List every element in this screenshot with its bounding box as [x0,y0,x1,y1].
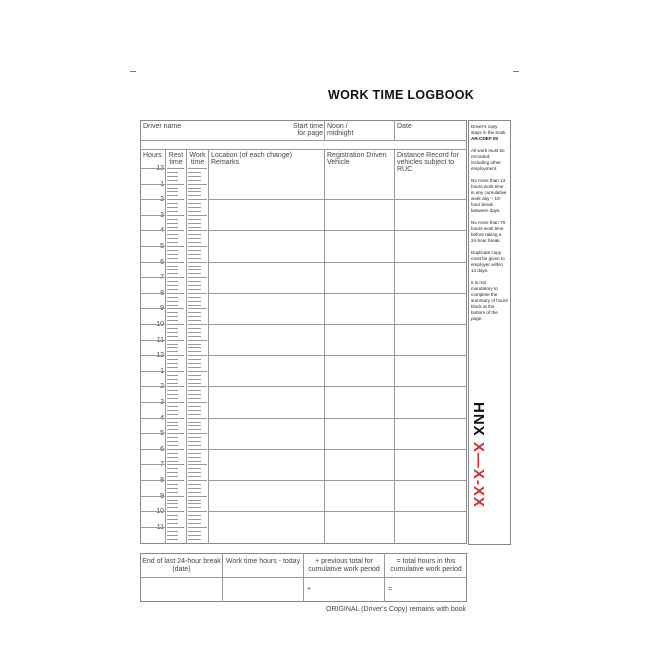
quarter-hour-tick[interactable] [188,429,201,430]
quarter-hour-tick[interactable] [167,289,178,290]
quarter-hour-tick[interactable] [167,472,178,473]
hour-label: 12 [152,165,164,172]
quarter-hour-tick[interactable] [167,445,178,446]
quarter-hour-tick[interactable] [167,457,178,458]
hours-header: Hours [143,152,162,159]
hour-label: 2 [152,196,164,203]
quarter-hour-tick[interactable] [188,281,201,282]
quarter-hour-tick[interactable] [167,223,178,224]
quarter-hour-tick[interactable] [188,203,201,204]
brand-logo: HNX [470,402,487,437]
quarter-hour-tick[interactable] [188,250,201,251]
quarter-hour-tick[interactable] [188,488,201,489]
quarter-hour-tick[interactable] [167,351,178,352]
quarter-hour-tick[interactable] [167,422,178,423]
quarter-hour-tick[interactable] [188,266,201,267]
quarter-hour-tick[interactable] [167,180,178,181]
hour-label: 6 [152,446,164,453]
note: Duplicate copy must be given to employer within 14 days. [471,250,505,273]
quarter-hour-tick[interactable] [167,269,178,270]
quarter-hour-tick[interactable] [188,320,201,321]
quarter-hour-tick[interactable] [188,242,201,243]
quarter-hour-tick[interactable] [188,168,207,169]
hour-label: 4 [152,227,164,234]
quarter-hour-tick[interactable] [167,531,178,532]
crop-mark [513,71,519,72]
quarter-hour-tick[interactable] [188,199,207,200]
hour-label: 8 [152,477,164,484]
quarter-hour-tick[interactable] [167,191,178,192]
quarter-hour-tick[interactable] [188,207,201,208]
quarter-hour-tick[interactable] [167,199,184,200]
quarter-hour-tick[interactable] [188,461,201,462]
quarter-hour-tick[interactable] [167,402,184,403]
quarter-hour-tick[interactable] [167,433,184,434]
quarter-hour-tick[interactable] [167,464,184,465]
quarter-hour-tick[interactable] [167,242,178,243]
quarter-hour-tick[interactable] [167,437,178,438]
quarter-hour-tick[interactable] [167,367,178,368]
quarter-hour-tick[interactable] [167,332,178,333]
hour-label: 10 [152,321,164,328]
quarter-hour-tick[interactable] [188,449,207,450]
quarter-hour-tick[interactable] [188,472,201,473]
quarter-hour-tick[interactable] [167,539,178,540]
hour-label: 3 [152,212,164,219]
quarter-hour-tick[interactable] [188,398,201,399]
footer-note: ORIGINAL (Driver's Copy) remains with book [326,606,466,613]
driver-name-label: Driver name [143,123,182,130]
quarter-hour-tick[interactable] [167,215,184,216]
quarter-hour-tick[interactable] [188,480,207,481]
hour-label: 5 [152,243,164,250]
quarter-hour-tick[interactable] [188,188,201,189]
quarter-hour-tick[interactable] [167,429,178,430]
entry-row-line [208,418,467,419]
book-id [470,402,487,508]
quarter-hour-tick[interactable] [167,281,178,282]
hour-label: 11 [152,524,164,531]
quarter-hour-tick[interactable] [188,531,201,532]
entry-row-line [208,449,467,450]
quarter-hour-tick[interactable] [188,425,201,426]
quarter-hour-tick[interactable] [188,535,201,536]
entry-row-line [208,324,467,325]
distance-header: Distance Record for vehicles subject to RUC [397,152,459,173]
quarter-hour-tick[interactable] [188,468,201,469]
rest-header: Rest time [168,152,184,166]
quarter-hour-tick[interactable] [167,398,178,399]
quarter-hour-tick[interactable] [167,503,178,504]
quarter-hour-tick[interactable] [188,269,201,270]
quarter-hour-tick[interactable] [188,437,201,438]
entry-row-line [208,199,467,200]
entry-row-line [208,262,467,263]
quarter-hour-tick[interactable] [167,500,178,501]
quarter-hour-tick[interactable] [188,238,201,239]
end-last-break-header: End of last 24-hour break (date) [142,558,221,573]
quarter-hour-tick[interactable] [167,519,178,520]
quarter-hour-tick[interactable] [188,195,201,196]
noon-midnight-field[interactable]: Noon / midnight [327,123,354,137]
quarter-hour-tick[interactable] [188,402,207,403]
quarter-hour-tick[interactable] [188,367,201,368]
quarter-hour-tick[interactable] [188,215,207,216]
quarter-hour-tick[interactable] [167,484,178,485]
note: Driver's copy stays in the book. [471,124,507,135]
page-title: WORK TIME LOGBOOK [328,88,475,102]
quarter-hour-tick[interactable] [167,176,178,177]
quarter-hour-tick[interactable] [167,461,178,462]
crop-mark [130,71,136,72]
quarter-hour-tick[interactable] [188,371,207,372]
entry-row-line [208,480,467,481]
quarter-hour-tick[interactable] [167,453,178,454]
hour-label: 6 [152,259,164,266]
quarter-hour-tick[interactable] [188,441,201,442]
quarter-hour-tick[interactable] [167,488,178,489]
quarter-hour-tick[interactable] [188,539,201,540]
hour-label: 7 [152,461,164,468]
quarter-hour-tick[interactable] [188,301,201,302]
location-header: Location (of each change) Remarks [211,152,292,166]
quarter-hour-tick[interactable] [167,347,178,348]
quarter-hour-tick[interactable] [167,394,178,395]
quarter-hour-tick[interactable] [188,500,201,501]
quarter-hour-tick[interactable] [167,355,184,356]
quarter-hour-tick[interactable] [167,266,178,267]
quarter-hour-tick[interactable] [167,523,178,524]
hour-label: 3 [152,399,164,406]
quarter-hour-tick[interactable] [188,172,201,173]
note: No more than 13 hours work time in any cumulative work day – 10-hour break between days. [471,178,507,213]
quarter-hour-tick[interactable] [188,503,201,504]
quarter-hour-tick[interactable] [188,312,201,313]
quarter-hour-tick[interactable] [167,383,178,384]
quarter-hour-tick[interactable] [188,297,201,298]
quarter-hour-tick[interactable] [188,390,201,391]
quarter-hour-tick[interactable] [167,258,178,259]
quarter-hour-tick[interactable] [188,344,201,345]
quarter-hour-tick[interactable] [167,511,184,512]
quarter-hour-tick[interactable] [167,312,178,313]
hour-label: 4 [152,415,164,422]
quarter-hour-tick[interactable] [188,363,201,364]
quarter-hour-tick[interactable] [167,496,184,497]
quarter-hour-tick[interactable] [167,246,184,247]
quarter-hour-tick[interactable] [188,184,207,185]
quarter-hour-tick[interactable] [188,176,201,177]
quarter-hour-tick[interactable] [188,492,201,493]
hour-label: 5 [152,430,164,437]
quarter-hour-tick[interactable] [188,328,201,329]
quarter-hour-tick[interactable] [188,347,201,348]
entry-row-line [208,293,467,294]
quarter-hour-tick[interactable] [167,418,184,419]
quarter-hour-tick[interactable] [167,527,184,528]
quarter-hour-tick[interactable] [167,285,178,286]
quarter-hour-tick[interactable] [188,305,201,306]
quarter-hour-tick[interactable] [167,476,178,477]
hour-label: 10 [152,508,164,515]
quarter-hour-tick[interactable] [188,223,201,224]
quarter-hour-tick[interactable] [188,406,201,407]
note: It is not mandatory to complete the summary of hours block at the bottom of the page. [471,280,508,321]
quarter-hour-tick[interactable] [188,476,201,477]
equals-sign: = [388,586,393,593]
quarter-hour-tick[interactable] [167,359,178,360]
entry-row-line [208,230,467,231]
hour-label: 8 [152,290,164,297]
entry-row-line [208,386,467,387]
quarter-hour-tick[interactable] [188,336,201,337]
quarter-hour-tick[interactable] [167,515,178,516]
quarter-hour-tick[interactable] [188,527,207,528]
quarter-hour-tick[interactable] [167,379,178,380]
quarter-hour-tick[interactable] [188,507,201,508]
quarter-hour-tick[interactable] [167,188,178,189]
quarter-hour-tick[interactable] [188,484,201,485]
quarter-hour-tick[interactable] [188,277,207,278]
quarter-hour-tick[interactable] [188,394,201,395]
quarter-hour-tick[interactable] [188,227,201,228]
note: No more than 70 hours work time before taking a 24-hour break. [471,220,506,243]
quarter-hour-tick[interactable] [188,351,201,352]
quarter-hour-tick[interactable] [167,449,184,450]
quarter-hour-tick[interactable] [167,219,178,220]
quarter-hour-tick[interactable] [188,410,201,411]
hour-label: 7 [152,274,164,281]
quarter-hour-tick[interactable] [167,414,178,415]
quarter-hour-tick[interactable] [188,254,201,255]
quarter-hour-tick[interactable] [188,355,207,356]
quarter-hour-tick[interactable] [188,285,201,286]
quarter-hour-tick[interactable] [167,535,178,536]
quarter-hour-tick[interactable] [167,230,184,231]
quarter-hour-tick[interactable] [167,468,178,469]
quarter-hour-tick[interactable] [188,433,207,434]
hour-label: 9 [152,493,164,500]
quarter-hour-tick[interactable] [167,308,184,309]
quarter-hour-tick[interactable] [167,320,178,321]
quarter-hour-tick[interactable] [167,371,184,372]
note: All work must be recorded, including other employment. [471,148,505,171]
quarter-hour-tick[interactable] [167,441,178,442]
quarter-hour-tick[interactable] [167,406,178,407]
quarter-hour-tick[interactable] [167,207,178,208]
hour-label: 1 [152,181,164,188]
quarter-hour-tick[interactable] [167,211,178,212]
quarter-hour-tick[interactable] [188,273,201,274]
quarter-hour-tick[interactable] [188,383,201,384]
quarter-hour-tick[interactable] [188,445,201,446]
quarter-hour-tick[interactable] [188,289,201,290]
quarter-hour-tick[interactable] [167,254,178,255]
quarter-hour-tick[interactable] [188,211,201,212]
quarter-hour-tick[interactable] [188,519,201,520]
quarter-hour-tick[interactable] [167,390,178,391]
quarter-hour-tick[interactable] [167,168,184,169]
quarter-hour-tick[interactable] [188,359,201,360]
quarter-hour-tick[interactable] [188,418,207,419]
date-field[interactable]: Date [397,123,412,130]
hour-label: 9 [152,305,164,312]
entry-row-line [208,511,467,512]
quarter-hour-tick[interactable] [188,422,201,423]
quarter-hour-tick[interactable] [188,180,201,181]
quarter-hour-tick[interactable] [167,425,178,426]
quarter-hour-tick[interactable] [188,340,207,341]
quarter-hour-tick[interactable] [188,324,207,325]
quarter-hour-tick[interactable] [188,414,201,415]
quarter-hour-tick[interactable] [167,234,178,235]
serial-number: X—X-XX [470,441,487,508]
quarter-hour-tick[interactable] [167,324,184,325]
work-header: Work time [189,152,206,166]
quarter-hour-tick[interactable] [167,297,178,298]
quarter-hour-tick[interactable] [167,195,178,196]
quarter-hour-tick[interactable] [167,203,178,204]
quarter-hour-tick[interactable] [167,386,184,387]
quarter-hour-tick[interactable] [188,464,207,465]
quarter-hour-tick[interactable] [167,172,178,173]
quarter-hour-tick[interactable] [167,316,178,317]
quarter-hour-tick[interactable] [188,496,207,497]
quarter-hour-tick[interactable] [188,511,207,512]
quarter-hour-tick[interactable] [167,277,184,278]
quarter-hour-tick[interactable] [188,258,201,259]
quarter-hour-tick[interactable] [167,250,178,251]
quarter-hour-tick[interactable] [167,273,178,274]
total-hours-header: = total hours in this cumulative work period [390,558,462,573]
hour-label: 2 [152,383,164,390]
work-today-header: Work time hours - today [225,558,301,565]
previous-total-header: + previous total for cumulative work period [308,558,380,573]
quarter-hour-tick[interactable] [167,227,178,228]
quarter-hour-tick[interactable] [167,293,184,294]
hour-label: 12 [152,352,164,359]
quarter-hour-tick[interactable] [167,375,178,376]
quarter-hour-tick[interactable] [167,344,178,345]
quarter-hour-tick[interactable] [188,191,201,192]
quarter-hour-tick[interactable] [167,305,178,306]
quarter-hour-tick[interactable] [188,523,201,524]
quarter-hour-tick[interactable] [188,453,201,454]
quarter-hour-tick[interactable] [188,293,207,294]
quarter-hour-tick[interactable] [167,336,178,337]
registration-header: Registration Driven Vehicle [327,152,387,166]
quarter-hour-tick[interactable] [188,219,201,220]
quarter-hour-tick[interactable] [188,375,201,376]
quarter-hour-tick[interactable] [188,332,201,333]
quarter-hour-tick[interactable] [167,480,184,481]
quarter-hour-tick[interactable] [167,507,178,508]
quarter-hour-tick[interactable] [188,457,201,458]
start-time-label: Start time for page [293,123,323,137]
quarter-hour-tick[interactable] [167,328,178,329]
quarter-hour-tick[interactable] [188,230,207,231]
quarter-hour-tick[interactable] [188,262,207,263]
quarter-hour-tick[interactable] [167,340,184,341]
quarter-hour-tick[interactable] [167,301,178,302]
quarter-hour-tick[interactable] [188,308,207,309]
hour-label: 11 [152,337,164,344]
entry-row-line [208,355,467,356]
quarter-hour-tick[interactable] [167,363,178,364]
quarter-hour-tick[interactable] [188,379,201,380]
form-code: AR-CDEF 00 [471,136,499,141]
quarter-hour-tick[interactable] [167,262,184,263]
quarter-hour-tick[interactable] [188,234,201,235]
quarter-hour-tick[interactable] [188,316,201,317]
plus-sign: + [307,586,312,593]
quarter-hour-tick[interactable] [167,492,178,493]
quarter-hour-tick[interactable] [188,246,207,247]
quarter-hour-tick[interactable] [188,515,201,516]
quarter-hour-tick[interactable] [167,184,184,185]
quarter-hour-tick[interactable] [188,386,207,387]
quarter-hour-tick[interactable] [167,238,178,239]
hour-label: 1 [152,368,164,375]
quarter-hour-tick[interactable] [167,410,178,411]
